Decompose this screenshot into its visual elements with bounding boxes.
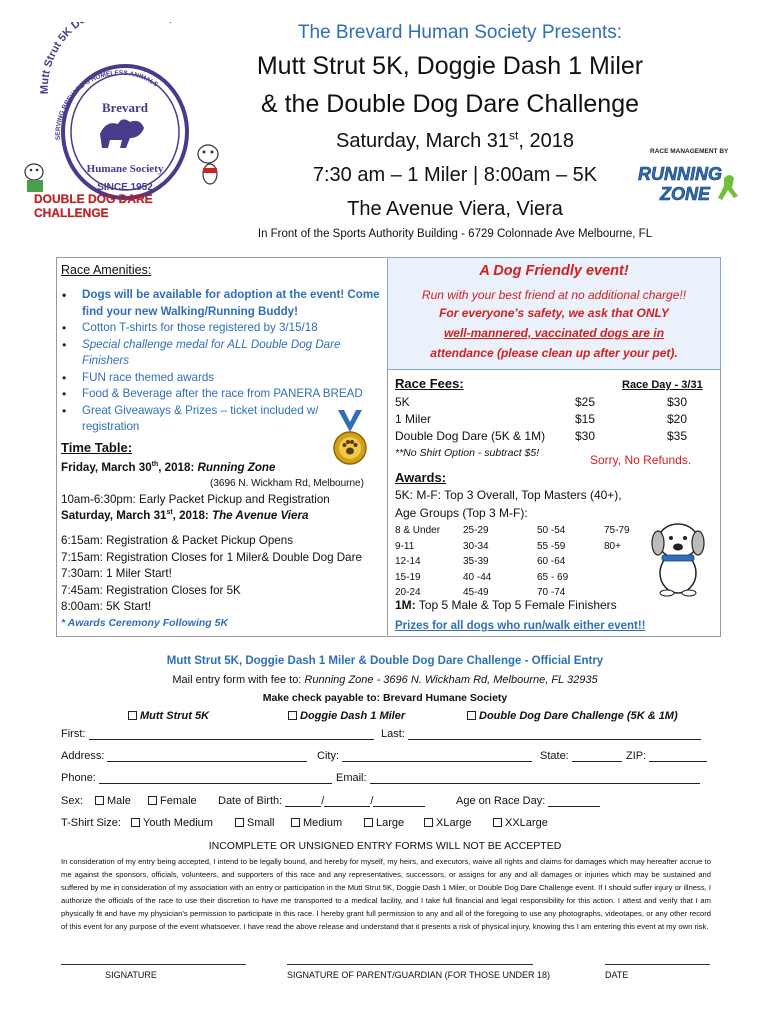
race-management-label: RACE MANAGEMENT BY [650, 148, 729, 155]
table-row: 1 Miler $15 $20 [395, 412, 688, 426]
list-item: 30-34 [463, 540, 489, 552]
list-item: 75-79 [604, 525, 630, 536]
event-times: 7:30 am – 1 Miler | 8:00am – 5K [312, 164, 598, 186]
option-5k[interactable]: Mutt Strut 5K [128, 710, 209, 722]
dog-friendly-line1: Run with your best friend at no additional charge!! [421, 288, 687, 302]
list-item: 8 & Under [395, 525, 441, 536]
date-label: DATE [605, 970, 629, 980]
size-youth-medium[interactable]: Youth Medium [131, 817, 213, 829]
signature-label: SIGNATURE [105, 970, 157, 980]
event-title-line1: Mutt Strut 5K, Doggie Dash 1 Miler [256, 52, 644, 80]
list-item: 7:30am: 1 Miler Start! [61, 567, 172, 580]
list-item: • Special challenge medal for ALL Double Dog Dare Finishers [60, 337, 380, 370]
list-item: 7:15am: Registration Closes for 1 Miler& Double Dog Dare [61, 550, 362, 564]
list-item: 6:15am: Registration & Packet Pickup Opens [61, 534, 293, 547]
checkbox[interactable] [235, 818, 244, 827]
list-item: 45-49 [463, 587, 489, 598]
running-zone-line1: RUNNING [638, 164, 722, 184]
age-column-4 [604, 523, 630, 554]
double-dog-dare-logo-text: DOUBLE DOG DARE CHALLENGE [34, 192, 153, 220]
phone-field[interactable]: Phone: [61, 772, 332, 784]
size-xxlarge[interactable]: XXLarge [493, 817, 548, 829]
option-double-dog-dare[interactable]: Double Dog Dare Challenge (5K & 1M) [467, 710, 678, 722]
humane-society-logo [20, 22, 225, 212]
sex-label: Sex: [61, 795, 84, 807]
table-row: 5K $25 $30 [395, 395, 688, 409]
dob-field[interactable]: Date of Birth: / / [218, 795, 425, 807]
logo-arc-ring: SERVING BREVARD'S HOMELESS ANIMALS [54, 69, 160, 141]
date-line[interactable] [605, 955, 710, 965]
no-shirt-note: **No Shirt Option - subtract $5! [395, 447, 540, 459]
list-item: 8:00am: 5K Start! [61, 600, 152, 613]
no-refunds-note: Sorry, No Refunds. [590, 453, 692, 467]
logo-brevard: Brevard [102, 100, 148, 115]
dog-friendly-line4: attendance (please clean up after your pet). [430, 346, 678, 360]
dog-friendly-line2: For everyone’s safety, we ask that ONLY [439, 306, 669, 320]
city-field[interactable]: City: [317, 750, 532, 762]
sex-female[interactable]: Female [148, 795, 197, 807]
fees-heading: Race Fees: [395, 376, 464, 391]
awards-heading: Awards: [395, 470, 447, 485]
option-1-miler[interactable]: Doggie Dash 1 Miler [288, 710, 405, 722]
list-item: • Dogs will be available for adoption at the event! Come find your new Walking/Running Buddy! [60, 287, 380, 320]
mail-instructions: Mail entry form with fee to: Running Zone - 3696 N. Wickham Rd, Melbourne, FL 32935 [172, 674, 598, 686]
left-dog-icon [25, 164, 43, 192]
list-item: 25-29 [463, 525, 489, 536]
running-zone-line2: ZONE [660, 184, 711, 204]
event-title-line2: & the Double Dog Dare Challenge [260, 90, 639, 118]
tshirt-label: T-Shirt Size: [61, 817, 121, 829]
age-column-2 [463, 523, 491, 601]
friday-event: 10am-6:30pm: Early Packet Pickup and Registration [61, 493, 330, 506]
table-row: Double Dog Dare (5K & 1M) $30 $35 [395, 429, 688, 443]
awards-1m: 1M: Top 5 Male & Top 5 Female Finishers [395, 598, 617, 612]
raceday-heading: Race Day - 3/31 [622, 379, 703, 391]
list-item: 40 -44 [463, 571, 492, 583]
list-item: 70 -74 [537, 587, 566, 598]
logo-arc-top: Mutt Strut 5K D [38, 22, 83, 95]
checkbox[interactable] [291, 818, 300, 827]
cartoon-dog-icon [642, 515, 714, 597]
list-item: 65 - 69 [537, 571, 569, 583]
list-item: 80+ [604, 540, 621, 552]
fees-table [395, 394, 715, 445]
list-item: • FUN race themed awards [60, 370, 380, 387]
list-item: 35-39 [463, 556, 489, 567]
last-name-field[interactable]: Last: [381, 728, 701, 740]
payable-line: Make check payable to: Brevard Humane Society [262, 692, 508, 704]
signature-line[interactable] [61, 955, 246, 965]
entry-title: Mutt Strut 5K, Doggie Dash 1 Miler & Double Dog Dare Challenge - Official Entry [166, 655, 604, 667]
right-dog-icon [198, 145, 218, 184]
checkbox[interactable] [131, 818, 140, 827]
friday-address: (3696 N. Wickham Rd, Melbourne) [210, 478, 364, 489]
medal-icon [330, 410, 370, 470]
list-item: • Food & Beverage after the race from PANERA BREAD [60, 386, 380, 403]
sex-male[interactable]: Male [95, 795, 131, 807]
dog-friendly-heading: A Dog Friendly event! [479, 263, 629, 279]
list-item: 7:45am: Registration Closes for 5K [61, 583, 241, 597]
checkbox[interactable] [128, 711, 137, 720]
amenities-heading: Race Amenities: [61, 263, 152, 277]
list-item: 55 -59 [537, 540, 566, 552]
age-field[interactable]: Age on Race Day: [456, 795, 600, 807]
checkbox[interactable] [364, 818, 373, 827]
address-field[interactable]: Address: [61, 750, 307, 762]
age-groups-heading: Age Groups (Top 3 M-F): [395, 506, 528, 520]
size-small[interactable]: Small [235, 817, 275, 829]
awards-ceremony-note: * Awards Ceremony Following 5K [61, 617, 229, 629]
guardian-signature-label: SIGNATURE OF PARENT/GUARDIAN (FOR THOSE UNDER 18) [287, 970, 551, 980]
list-item: 50 -54 [537, 525, 566, 536]
email-field[interactable]: Email: [336, 772, 700, 784]
checkbox[interactable] [424, 818, 433, 827]
list-item: 9-11 [395, 540, 415, 552]
first-name-field[interactable]: First: [61, 728, 374, 740]
event-venue: The Avenue Viera, Viera [347, 198, 563, 220]
waiver-text: In consideration of my entry being accepted, I intend to be legally bound, and hereby for myself, my heirs, and executors, waive all rights and claims for damages which may hereafter accrue to me against the sponsors, officials, volunteers, and supporters of this race and any representatives, successors, or assigns for any and all damages or injuries which may be sustained and suffered by me in consideration of my association with an entry or participation in the Mutt Strut 5K, Doggie Dash 1 Miler, or Double Dog Dare Challenge event. If I should suffer injury or illness, I authorize the officials of the race to use their discretion to have me transported to a medical facility, and I take full financial and legal responsibility for this action. I attest and verify that I am physically fit and have my physician’s permission to participate in this race. I hereby grant full permission to any and all of the foregoing to use any photographs, videotapes, or any other record of this event for any purpose of the event whatsoever. I have read the above release and understand that it presents a risk of physical injury, knowing this I am entering this event at my own risk. [61, 857, 711, 931]
running-zone-logo [630, 158, 750, 220]
incomplete-warning: INCOMPLETE OR UNSIGNED ENTRY FORMS WILL NOT BE ACCEPTED [208, 840, 562, 852]
list-item: 15-19 [395, 571, 421, 583]
age-column-1 [395, 523, 440, 601]
list-item: • Cotton T-shirts for those registered by 3/15/18 [60, 320, 380, 337]
checkbox[interactable] [95, 796, 104, 805]
checkbox[interactable] [148, 796, 157, 805]
event-address: In Front of the Sports Authority Building - 6729 Colonnade Ave Melbourne, FL [257, 228, 653, 240]
saturday-events [61, 533, 362, 616]
state-field[interactable]: State: [540, 750, 622, 762]
timetable-heading: Time Table: [61, 440, 133, 455]
dog-friendly-line3: well-mannered, vaccinated dogs are in [443, 326, 665, 340]
size-medium[interactable]: Medium [291, 817, 342, 829]
friday-line: Friday, March 30th, 2018: Running Zone [61, 461, 276, 474]
logo-since: SINCE 1952 [97, 182, 153, 193]
list-item: 60 -64 [537, 556, 566, 567]
saturday-line: Saturday, March 31st, 2018: The Avenue Viera [61, 509, 309, 522]
logo-humane: Humane Society [86, 163, 164, 175]
list-item: 12-14 [395, 556, 421, 567]
checkbox[interactable] [493, 818, 502, 827]
size-xlarge[interactable]: XLarge [424, 817, 471, 829]
checkbox[interactable] [467, 711, 476, 720]
event-date: Saturday, March 31st, 2018 [336, 128, 574, 152]
dog-prizes-note: Prizes for all dogs who run/walk either event!! [395, 620, 646, 632]
size-large[interactable]: Large [364, 817, 404, 829]
list-item: • Great Giveaways & Prizes – ticket included w/ registration [60, 403, 380, 436]
checkbox[interactable] [288, 711, 297, 720]
age-column-3 [537, 523, 568, 601]
zip-field[interactable]: ZIP: [626, 750, 707, 762]
list-item: 20-24 [395, 587, 421, 598]
presents-line: The Brevard Human Society Presents: [297, 22, 623, 43]
guardian-signature-line[interactable] [287, 955, 533, 965]
awards-5k: 5K: M-F: Top 3 Overall, Top Masters (40+), [395, 488, 622, 502]
